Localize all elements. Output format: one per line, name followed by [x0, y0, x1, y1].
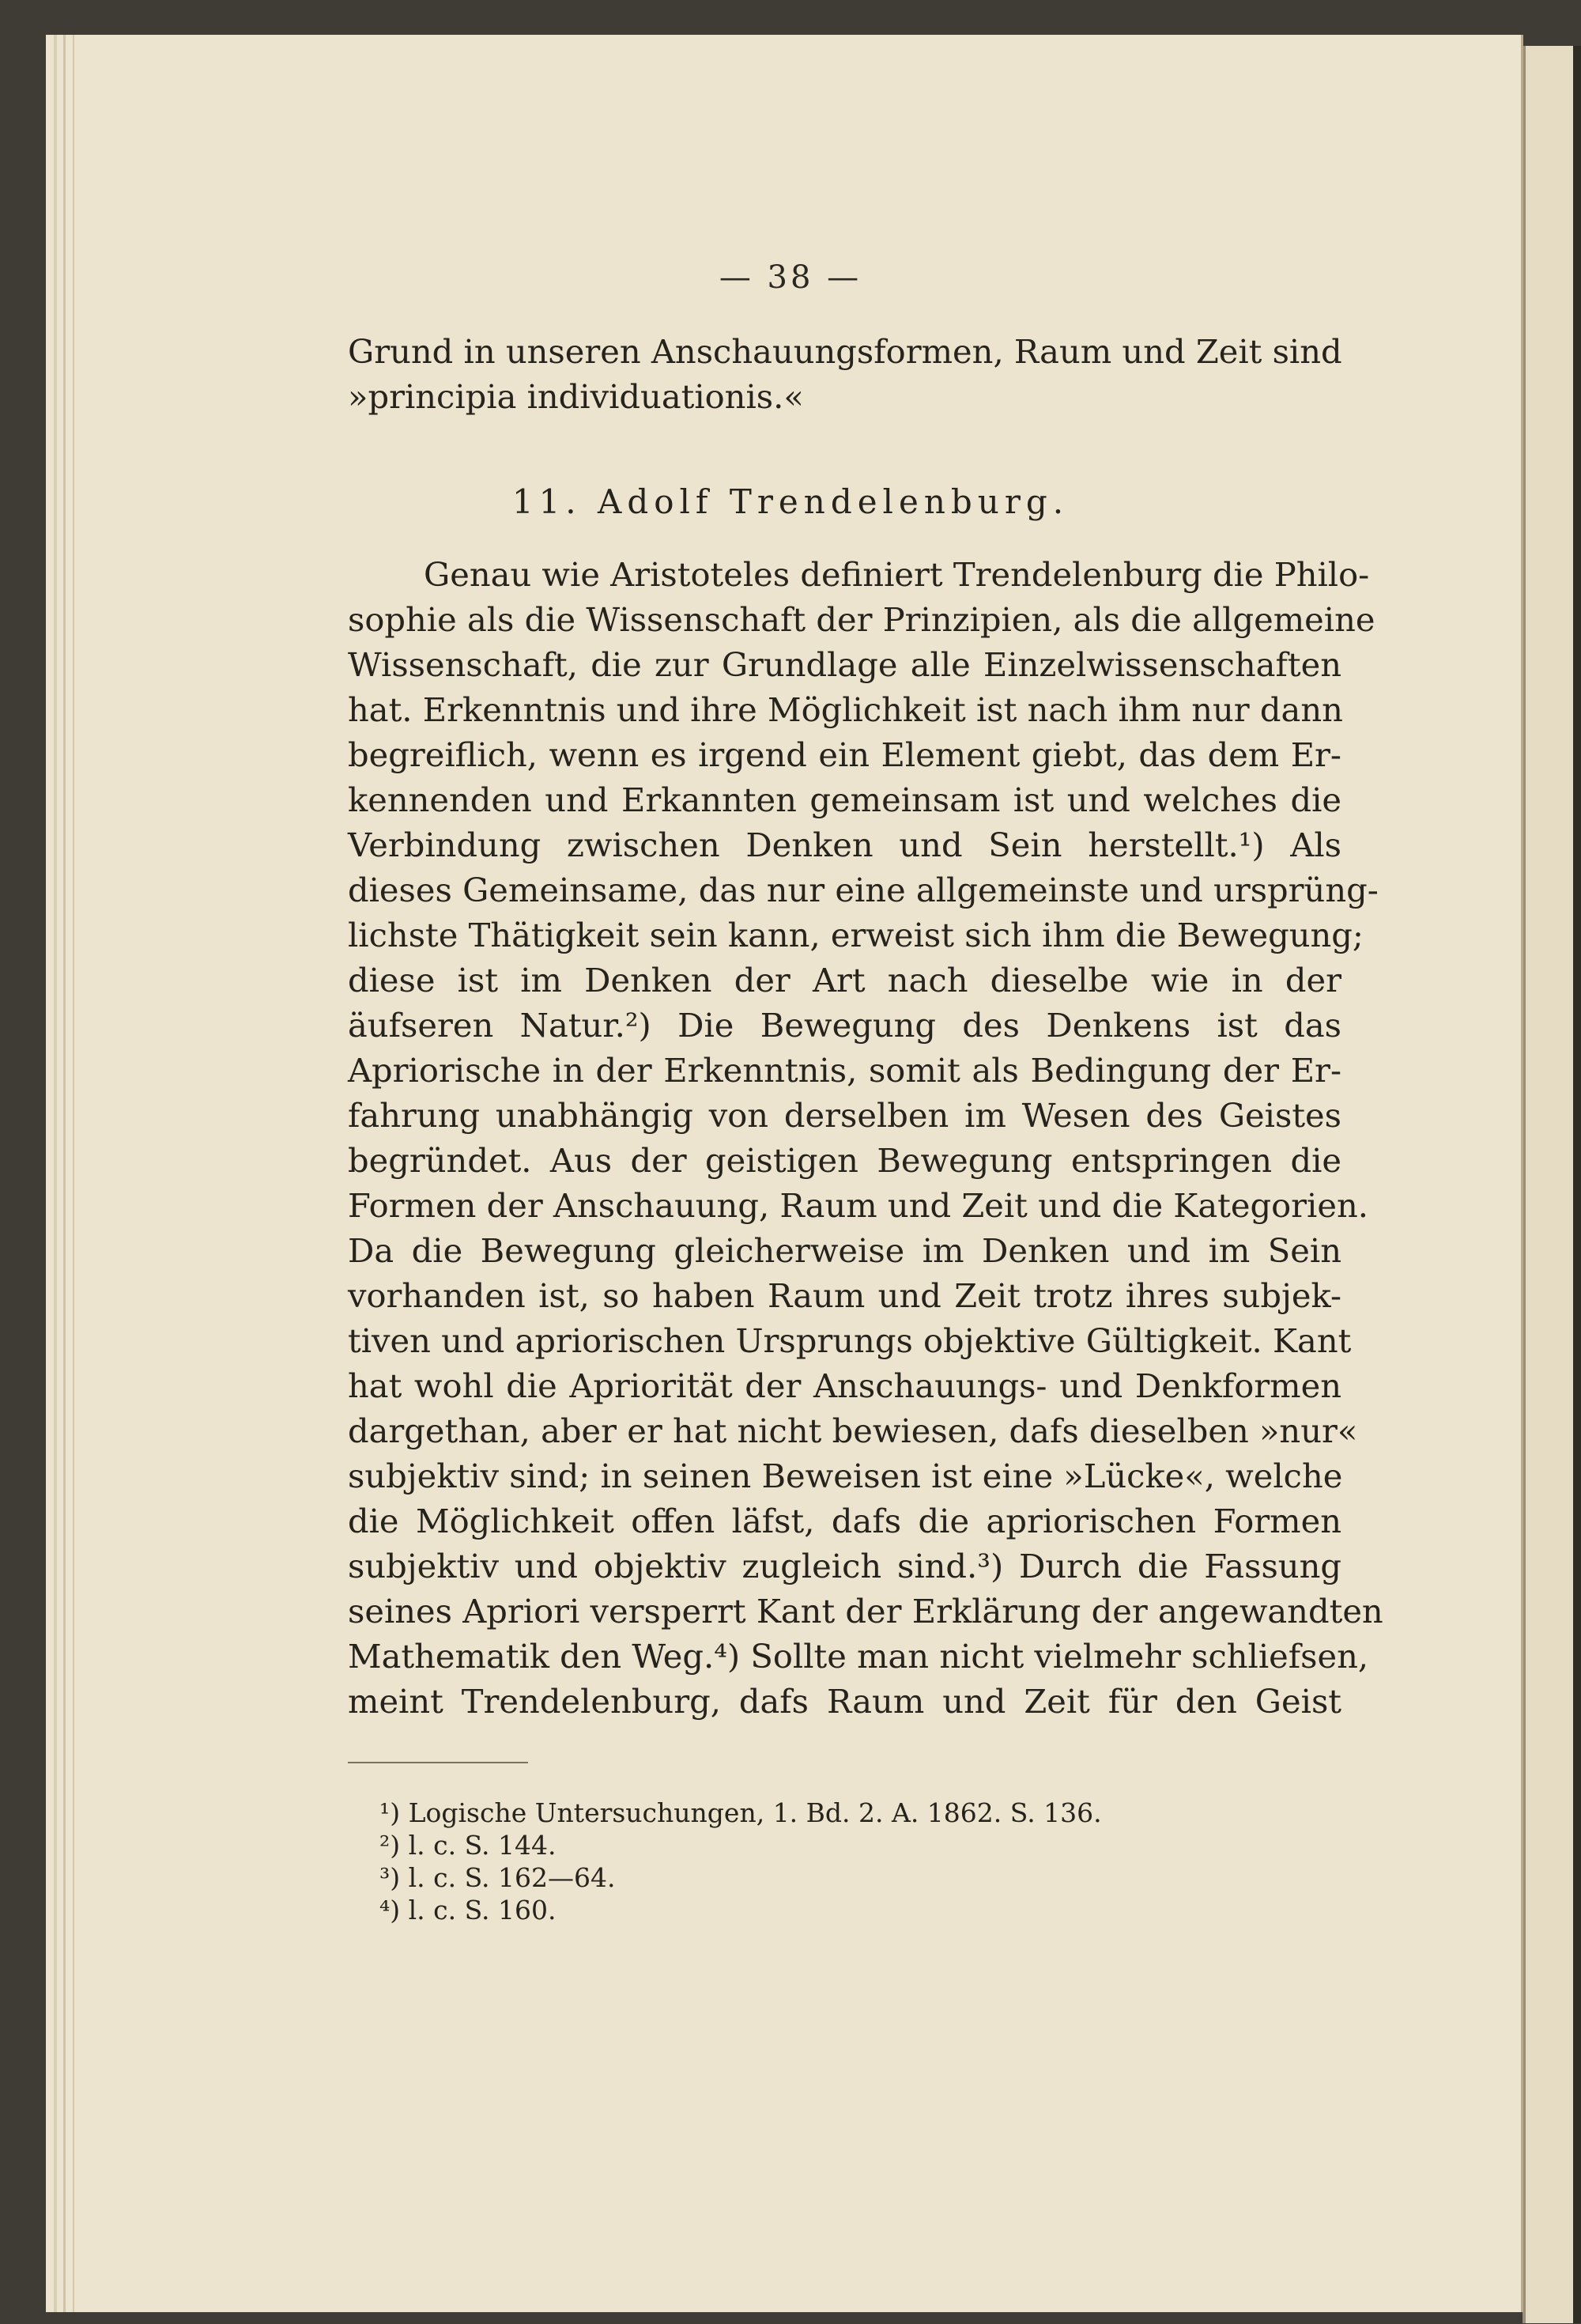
- text-line: fahrung unabhängig von derselben im Wesen des Geistes: [348, 1096, 1341, 1135]
- text-line: vorhanden ist, so haben Raum und Zeit trotz ihres subjek-: [348, 1276, 1341, 1315]
- text-line: dieses Gemeinsame, das nur eine allgemeinste und ursprüng-: [348, 871, 1379, 909]
- page-edge: [73, 35, 74, 2312]
- binding-shadow: [1573, 46, 1581, 2323]
- text-line: Genau wie Aristoteles definiert Trendelenburg die Philo-: [424, 555, 1370, 594]
- footnote: ¹) Logische Untersuchungen, 1. Bd. 2. A. 1862. S. 136.: [379, 1797, 1102, 1828]
- section-heading: 11. Adolf Trendelenburg.: [511, 482, 1070, 521]
- text-line: dargethan, aber er hat nicht bewiesen, dafs dieselben »nur«: [348, 1411, 1358, 1450]
- text-line: subjektiv sind; in seinen Beweisen ist eine »Lücke«, welche: [348, 1457, 1343, 1495]
- text-line: Mathematik den Weg.⁴) Sollte man nicht vielmehr schliefsen,: [348, 1637, 1369, 1676]
- text-line: Wissenschaft, die zur Grundlage alle Einzelwissenschaften: [348, 645, 1341, 684]
- footnotes: [379, 1797, 1102, 1926]
- text-line: hat wohl die Apriorität der Anschauungs- und Denkformen: [348, 1366, 1341, 1405]
- text-line: die Möglichkeit offen läfst, dafs die apriorischen Formen: [348, 1502, 1341, 1540]
- intro-paragraph: [348, 329, 1341, 419]
- footnote: ³) l. c. S. 162—64.: [379, 1862, 616, 1893]
- text-line: »principia individuationis.«: [348, 377, 804, 416]
- text-line: Formen der Anschauung, Raum und Zeit und die Kategorien.: [348, 1186, 1368, 1225]
- text-line: begründet. Aus der geistigen Bewegung entspringen die: [348, 1141, 1341, 1180]
- text-line: subjektiv und objektiv zugleich sind.³) Durch die Fassung: [348, 1547, 1341, 1585]
- footnote-divider: [348, 1762, 528, 1763]
- page-number: — 38 —: [719, 259, 862, 296]
- text-line: äufseren Natur.²) Die Bewegung des Denkens ist das: [348, 1006, 1341, 1045]
- text-line: meint Trendelenburg, dafs Raum und Zeit für den Geist: [348, 1682, 1341, 1721]
- text-line: tiven und apriorischen Ursprungs objektive Gültigkeit. Kant: [348, 1321, 1352, 1360]
- text-line: hat. Erkenntnis und ihre Möglichkeit ist nach ihm nur dann: [348, 690, 1343, 729]
- footnote: ⁴) l. c. S. 160.: [379, 1895, 557, 1925]
- text-line: kennenden und Erkannten gemeinsam ist und welches die: [348, 780, 1341, 819]
- text-line: Apriorische in der Erkenntnis, somit als Bedingung der Er-: [348, 1051, 1341, 1090]
- text-line: Da die Bewegung gleicherweise im Denken und im Sein: [348, 1231, 1341, 1270]
- facing-page-edge: [1523, 46, 1581, 2323]
- footnote: ²) l. c. S. 144.: [379, 1830, 557, 1861]
- text-line: diese ist im Denken der Art nach dieselbe wie in der: [348, 961, 1341, 1000]
- body-paragraph: [348, 552, 1383, 1724]
- text-line: sophie als die Wissenschaft der Prinzipien, als die allgemeine: [348, 600, 1375, 639]
- text-line: begreiflich, wenn es irgend ein Element giebt, das dem Er-: [348, 735, 1341, 774]
- page-edge: [54, 35, 57, 2312]
- page-edge: [63, 35, 66, 2312]
- text-line: Grund in unseren Anschauungsformen, Raum und Zeit sind: [348, 332, 1342, 371]
- text-line: Verbindung zwischen Denken und Sein herstellt.¹) Als: [348, 826, 1341, 864]
- text-line: seines Apriori versperrt Kant der Erklärung der angewandten: [348, 1592, 1383, 1631]
- text-line: lichste Thätigkeit sein kann, erweist sich ihm die Bewegung;: [348, 916, 1364, 954]
